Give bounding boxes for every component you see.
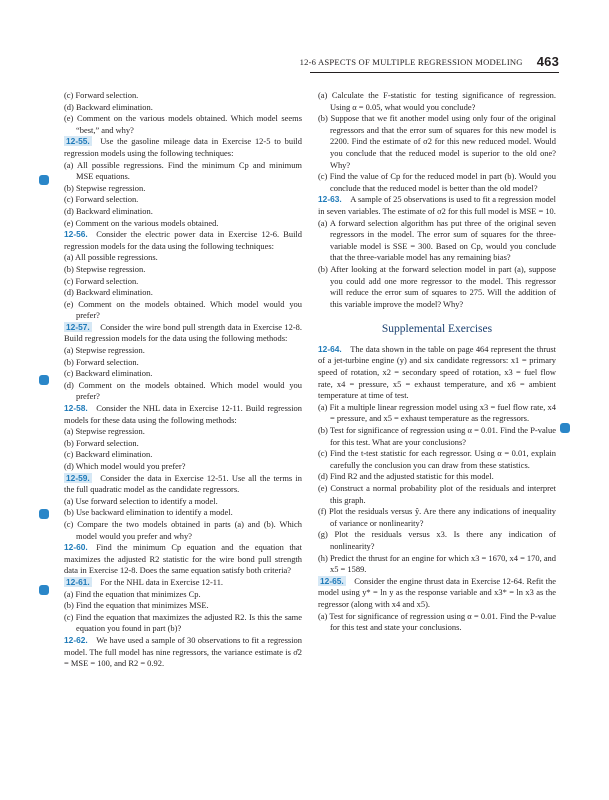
margin-marker-icon[interactable] xyxy=(39,175,49,185)
exercise-paragraph xyxy=(64,542,302,577)
exercise-text: (d) Backward elimination. xyxy=(64,205,153,216)
exercise-paragraph xyxy=(64,635,302,670)
exercise-item xyxy=(64,218,302,230)
exercise-text: (a) Calculate the F-statistic for testing significance of regression. Using α = 0.05, what would you conclude? xyxy=(318,90,556,112)
exercise-item xyxy=(64,252,302,264)
exercise-text: (c) Forward selection. xyxy=(64,275,139,286)
running-title: 12-6 ASPECTS OF MULTIPLE REGRESSION MODELING xyxy=(299,57,523,67)
exercise-item xyxy=(64,276,302,288)
exercise-text: (a) Stepwise regression. xyxy=(64,426,145,437)
exercise-text: (c) Forward selection. xyxy=(64,90,139,100)
exercise-text: We have used a sample of 30 observations to fit a regression model. The full model has nine regressors, the variance estimate is σ̂2 = MSE = 100, and R2 = 0.92. xyxy=(64,634,302,669)
exercise-paragraph xyxy=(64,403,302,426)
exercise-item xyxy=(318,171,556,194)
exercise-text: (a) Fit a multiple linear regression model using x3 = fuel flow rate, x4 = pressure, and x5 = exhaust temperature as the regressors. xyxy=(318,401,556,424)
exercise-item xyxy=(318,402,556,425)
exercise-item xyxy=(64,287,302,299)
exercise-number[interactable]: 12-55. xyxy=(66,136,90,147)
exercise-item xyxy=(318,483,556,506)
exercise-text: (c) Forward selection. xyxy=(64,194,139,205)
exercise-number[interactable]: 12-57. xyxy=(66,321,90,332)
exercise-item xyxy=(64,183,302,195)
exercise-text: (d) Backward elimination. xyxy=(64,101,153,112)
exercise-item xyxy=(64,380,302,403)
left-column xyxy=(64,90,302,670)
exercise-item xyxy=(318,471,556,483)
exercise-text: Consider the wire bond pull strength data in Exercise 12-8. Build regression models for the data using the following methods: xyxy=(64,321,302,344)
page-number: 463 xyxy=(536,54,559,69)
exercise-item xyxy=(64,90,302,102)
margin-marker-icon[interactable] xyxy=(39,375,49,385)
exercise-text: (d) Backward elimination. xyxy=(64,287,153,298)
exercise-item xyxy=(64,449,302,461)
exercise-text: (e) Comment on the various models obtained. xyxy=(64,217,219,228)
exercise-number[interactable]: 12-58. xyxy=(64,403,88,414)
exercise-text: (d) Comment on the models obtained. Which model would you prefer? xyxy=(64,379,302,402)
exercise-text: (b) Suppose that we fit another model using only four of the original regressors and that the error sum of squares for this new model is 2200. Find the estimate of σ2 for this new reduced model. Would you conclude that the reduced model is superior to the old one? Why? xyxy=(318,113,556,170)
exercise-text: (a) Stepwise regression. xyxy=(64,345,145,356)
exercise-item xyxy=(318,264,556,310)
exercise-text: (b) Stepwise regression. xyxy=(64,263,146,274)
running-header xyxy=(300,54,559,69)
exercise-text: (c) Find the t-test statistic for each regressor. Using α = 0.01, explain carefully the conclusion you can draw from these statistics. xyxy=(318,448,556,470)
exercise-item xyxy=(64,264,302,276)
exercise-item xyxy=(64,507,302,519)
exercise-paragraph xyxy=(318,576,556,611)
exercise-text: Find the minimum Cp equation and the equation that maximizes the adjusted R2 statistic for the wire bond pull strength data in Exercise 12-8. Does the same equation satisfy both criteria? xyxy=(64,542,302,576)
exercise-paragraph xyxy=(64,473,302,496)
exercise-paragraph xyxy=(64,577,302,589)
exercise-number[interactable]: 12-59. xyxy=(66,472,90,483)
exercise-item xyxy=(64,357,302,369)
exercise-item xyxy=(64,113,302,136)
exercise-text: (b) Stepwise regression. xyxy=(64,182,146,193)
exercise-item xyxy=(64,206,302,218)
exercise-item xyxy=(64,589,302,601)
exercise-text: (a) All possible regressions. xyxy=(64,252,158,263)
exercise-item xyxy=(64,426,302,438)
exercise-item xyxy=(64,496,302,508)
exercise-text: (c) Compare the two models obtained in parts (a) and (b). Which model would you prefer and why? xyxy=(64,518,302,541)
exercise-paragraph xyxy=(318,344,556,402)
exercise-text: (f) Plot the residuals versus ŷ. Are there any indications of inequality of variance or nonlinearity? xyxy=(318,506,556,528)
exercise-item xyxy=(318,448,556,471)
exercise-paragraph xyxy=(64,229,302,252)
exercise-text: (b) Forward selection. xyxy=(64,356,139,367)
exercise-text: Consider the data in Exercise 12-51. Use all the terms in the full quadratic model as the candidate regressors. xyxy=(64,472,302,495)
exercise-paragraph xyxy=(318,194,556,217)
margin-marker-icon[interactable] xyxy=(560,423,570,433)
exercise-text: (d) Find R2 and the adjusted statistic for this model. xyxy=(318,471,494,482)
exercise-number[interactable]: 12-60. xyxy=(64,542,88,553)
exercise-number[interactable]: 12-62. xyxy=(64,634,88,645)
exercise-text: (a) Find the equation that minimizes Cp. xyxy=(64,588,201,599)
exercise-number[interactable]: 12-64. xyxy=(318,343,342,354)
exercise-text: (b) After looking at the forward selection model in part (a), suppose you could add one more regressor to the model. This regressor will reduce the error sum of squares to 275. Will the addition of this variable improve the model? Why? xyxy=(318,263,556,309)
margin-marker-icon[interactable] xyxy=(39,585,49,595)
exercise-text: (a) All possible regressions. Find the minimum Cp and minimum MSE equations. xyxy=(64,159,302,182)
exercise-text: (e) Comment on the various models obtained. Which model seems “best,” and why? xyxy=(64,113,302,135)
exercise-text: Consider the NHL data in Exercise 12-11. Build regression models for these data using the following methods: xyxy=(64,403,302,425)
exercise-text: (c) Backward elimination. xyxy=(64,449,153,460)
exercise-text: (e) Comment on the models obtained. Which model would you prefer? xyxy=(64,298,302,321)
exercise-text: (e) Construct a normal probability plot of the residuals and interpret this graph. xyxy=(318,483,556,505)
exercise-item xyxy=(64,160,302,183)
exercise-text: A sample of 25 observations is used to fit a regression model in seven variables. The estimate of σ2 for this full model is MSE = 10. xyxy=(318,194,556,216)
exercise-item xyxy=(64,345,302,357)
exercise-text: Consider the engine thrust data in Exercise 12-64. Refit the model using y* = ln y as the response variable and x3* = ln x3 as the regressor (along with x4 and x5). xyxy=(318,575,556,609)
exercise-paragraph xyxy=(64,322,302,345)
exercise-item xyxy=(64,299,302,322)
exercise-text: The data shown in the table on page 464 represent the thrust of a jet-turbine engine (y) and six candidate regressors: x1 = primary speed of rotation, x2 = secondary speed of rotation, x3 = fuel flow rate, x4 = pressure, x5 = exhaust temperature, and x6 = ambient temperature at time of test. xyxy=(318,343,556,401)
exercise-text: (c) Backward elimination. xyxy=(64,368,153,379)
exercise-text: (b) Use backward elimination to identify a model. xyxy=(64,507,233,518)
exercise-text: (d) Which model would you prefer? xyxy=(64,461,186,471)
exercise-item xyxy=(318,425,556,448)
exercise-item xyxy=(318,611,556,634)
exercise-text: (a) Use forward selection to identify a model. xyxy=(64,495,218,506)
exercise-item xyxy=(64,461,302,473)
exercise-item xyxy=(64,194,302,206)
header-rule xyxy=(310,72,559,73)
exercise-number[interactable]: 12-56. xyxy=(64,229,88,240)
exercise-item xyxy=(318,218,556,264)
exercise-item xyxy=(318,553,556,576)
exercise-text: (b) Test for significance of regression using α = 0.01. Find the P-value for this test. What are your conclusions? xyxy=(318,425,556,447)
margin-marker-icon[interactable] xyxy=(39,509,49,519)
exercise-text: (a) Test for significance of regression using α = 0.01. Find the P-value for this test and state your conclusions. xyxy=(318,610,556,633)
exercise-item xyxy=(64,368,302,380)
exercise-item xyxy=(64,438,302,450)
exercise-item xyxy=(64,600,302,612)
section-title: Supplemental Exercises xyxy=(381,323,493,336)
exercise-text: (c) Find the equation that maximizes the adjusted R2. Is this the same equation you found in part (b)? xyxy=(64,611,302,634)
exercise-text: (b) Forward selection. xyxy=(64,437,139,448)
right-column xyxy=(318,90,556,634)
exercise-item xyxy=(318,529,556,552)
exercise-text: (h) Predict the thrust for an engine for which x3 = 1670, x4 = 170, and x5 = 1589. xyxy=(318,552,556,575)
exercise-item xyxy=(64,102,302,114)
exercise-item xyxy=(318,113,556,171)
exercise-item xyxy=(64,519,302,542)
exercise-item xyxy=(318,506,556,529)
exercise-number[interactable]: 12-61. xyxy=(66,576,90,587)
exercise-number[interactable]: 12-63. xyxy=(318,194,342,205)
exercise-paragraph xyxy=(64,136,302,159)
exercise-text: (c) Find the value of Cp for the reduced model in part (b). Would you conclude that the reduced model is better than the old model? xyxy=(318,171,556,193)
exercise-item xyxy=(64,612,302,635)
exercise-text: Use the gasoline mileage data in Exercise 12-5 to build regression models using the following techniques: xyxy=(64,136,302,158)
exercise-text: (g) Plot the residuals versus x3. Is there any indication of nonlinearity? xyxy=(318,529,556,551)
exercise-text: For the NHL data in Exercise 12-11. xyxy=(100,576,224,587)
exercise-item xyxy=(318,90,556,113)
exercise-number[interactable]: 12-65. xyxy=(320,575,344,586)
exercise-text: (b) Find the equation that minimizes MSE. xyxy=(64,600,209,611)
exercise-text: (a) A forward selection algorithm has put three of the original seven regressors in the model. The error sum of squares for the three-variable model is SSE = 300. Based on Cp, would you conclude that the three-variable model has any remaining bias? xyxy=(318,217,556,263)
exercise-text: Consider the electric power data in Exercise 12-6. Build regression models for the data using the following techniques: xyxy=(64,229,302,251)
